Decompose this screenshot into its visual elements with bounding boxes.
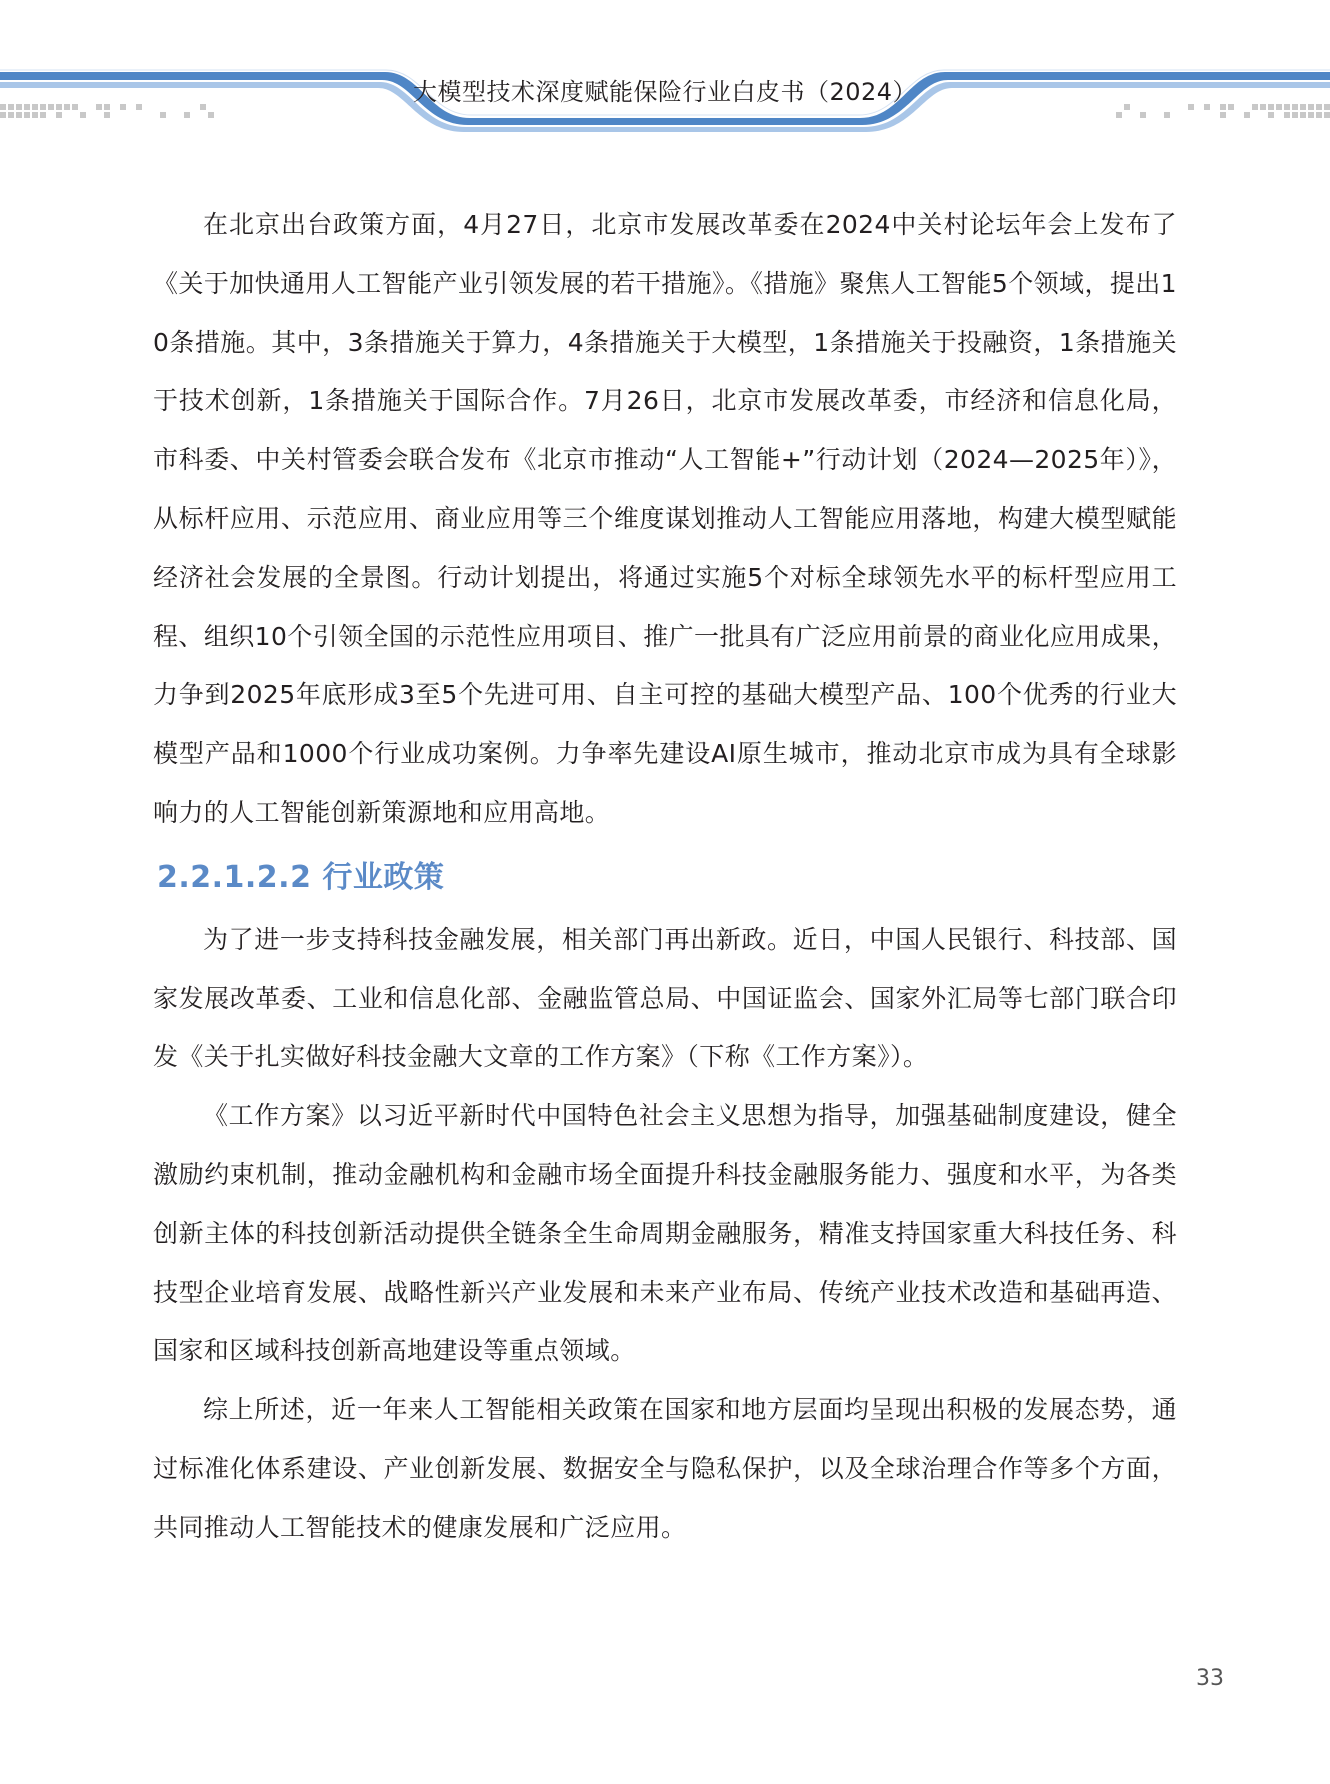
- paragraph-industry-policy: 为了进一步支持科技金融发展，相关部门再出新政。近日，中国人民银行、科技部、国家发展改革委、工业和信息化部、金融监管总局、中国证监会、国家外汇局等七部门联合印发《关于扎实做好科技金融大文章的工作方案》（下称《工作方案》）。: [153, 924, 1177, 1072]
- paragraph-work-plan: 《工作方案》以习近平新时代中国特色社会主义思想为指导，加强基础制度建设，健全激励约束机制，推动金融机构和金融市场全面提升科技金融服务能力、强度和水平，为各类创新主体的科技创新活动提供全链条全生命周期金融服务，精准支持国家重大科技任务、科技型企业培育发展、战略性新兴产业发展和未来产业布局、传统产业技术改造和基础再造、国家和区域科技创新高地建设等重点领域。: [153, 1101, 1177, 1366]
- page-header: [0, 0, 1330, 140]
- main-content: [153, 196, 1177, 1558]
- header-title: 大模型技术深度赋能保险行业白皮书（2024）: [412, 78, 918, 106]
- paragraph-beijing-policy: 在北京出台政策方面，4月27日，北京市发展改革委在2024中关村论坛年会上发布了《关于加快通用人工智能产业引领发展的若干措施》。《措施》聚焦人工智能5个领域，提出10条措施。其中，3条措施关于算力，4条措施关于大模型，1条措施关于投融资，1条措施关于技术创新，1条措施关于国际合作。7月26日，北京市发展改革委，市经济和信息化局，市科委、中关村管委会联合发布《北京市推动“人工智能+”行动计划（2024—2025年）》，从标杆应用、示范应用、商业应用等三个维度谋划推动人工智能应用落地，构建大模型赋能经济社会发展的全景图。行动计划提出，将通过实施5个对标全球领先水平的标杆型应用工程、组织10个引领全国的示范性应用项目、推广一批具有广泛应用前景的商业化应用成果，力争到2025年底形成3至5个先进可用、自主可控的基础大模型产品、100个优秀的行业大模型产品和1000个行业成功案例。力争率先建设AI原生城市，推动北京市成为具有全球影响力的人工智能创新策源地和应用高地。: [153, 210, 1177, 827]
- section-heading: 2.2.1.2.2 行业政策: [157, 859, 445, 895]
- paragraph-summary: 综上所述，近一年来人工智能相关政策在国家和地方层面均呈现出积极的发展态势，通过标准化体系建设、产业创新发展、数据安全与隐私保护，以及全球治理合作等多个方面，共同推动人工智能技术的健康发展和广泛应用。: [153, 1395, 1177, 1542]
- header-banner-graphic: [0, 0, 1330, 140]
- page-number: 33: [1196, 1666, 1224, 1691]
